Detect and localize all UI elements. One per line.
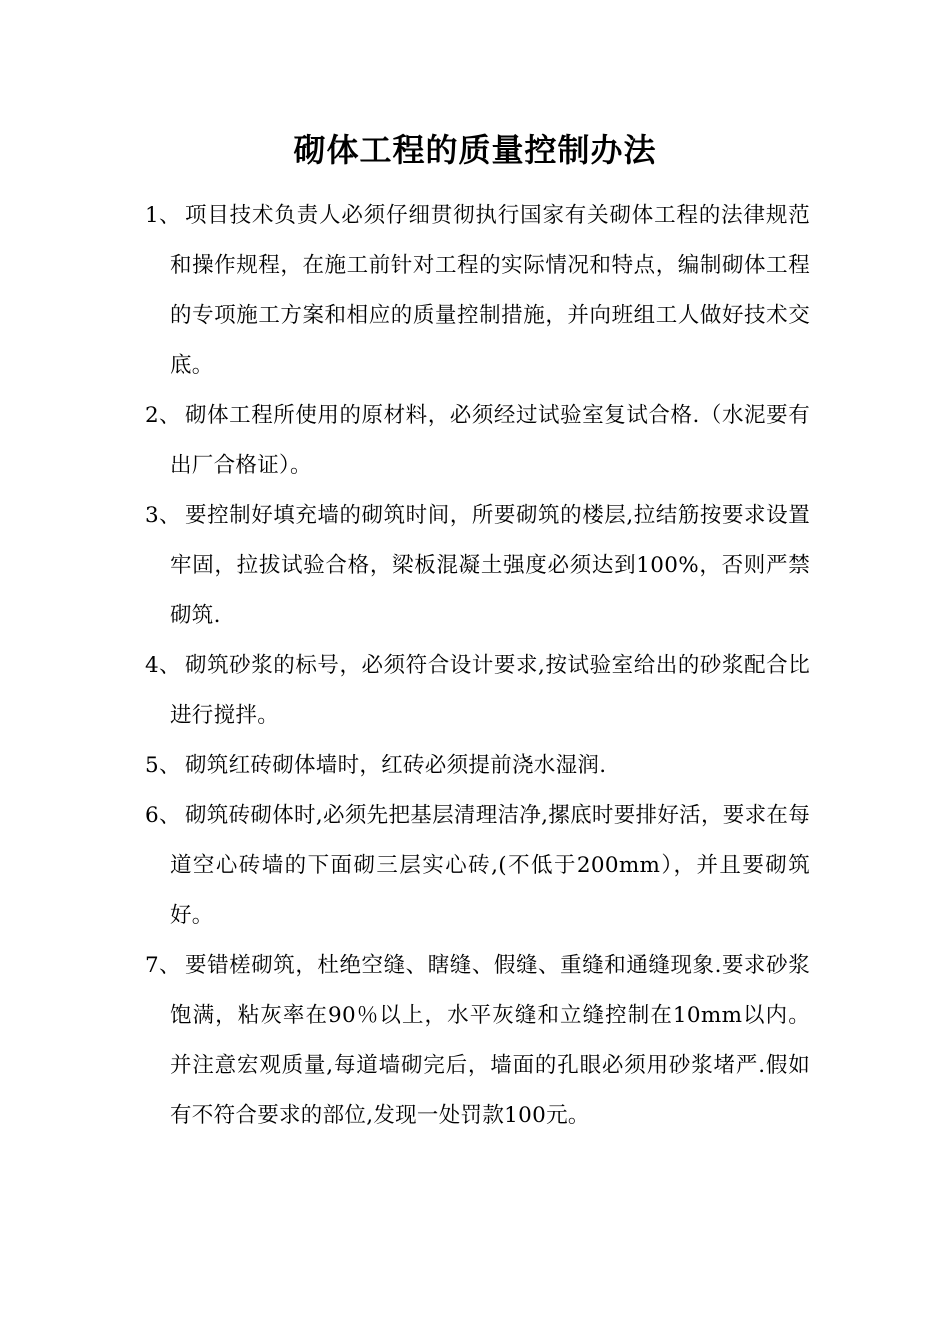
item-number: 4、: [145, 653, 181, 678]
item-number: 3、: [145, 503, 181, 528]
item-text: 要控制好填充墙的砌筑时间，所要砌筑的楼层,拉结筋按要求设置牢固，拉拔试验合格，梁板混凝土强度必须达到100%，否则严禁砌筑.: [170, 503, 810, 628]
item-text: 砌筑红砖砌体墙时，红砖必须提前浇水湿润.: [185, 753, 607, 778]
list-item: [145, 791, 810, 941]
item-text: 砌筑砖砌体时,必须先把基层清理洁净,摞底时要排好活，要求在每道空心砖墙的下面砌三层实心砖,(不低于200mm），并且要砌筑好。: [170, 803, 810, 928]
document-title: 砌体工程的质量控制办法: [293, 131, 657, 169]
list-item: [145, 191, 810, 391]
list-item: [145, 391, 810, 491]
item-text: 要错槎砌筑，杜绝空缝、瞎缝、假缝、重缝和通缝现象.要求砂浆饱满，粘灰率在90％以上，水平灰缝和立缝控制在10mm以内。并注意宏观质量,每道墙砌完后，墙面的孔眼必须用砂浆堵严.假如有不符合要求的部位,发现一处罚款100元。: [170, 953, 810, 1128]
item-number: 5、: [145, 753, 181, 778]
item-text: 砌体工程所使用的原材料，必须经过试验室复试合格.（水泥要有出厂合格证）。: [170, 403, 810, 478]
item-list: [145, 191, 810, 1141]
list-item: [145, 491, 810, 641]
list-item: [145, 741, 810, 791]
item-text: 项目技术负责人必须仔细贯彻执行国家有关砌体工程的法律规范和操作规程，在施工前针对工程的实际情况和特点，编制砌体工程的专项施工方案和相应的质量控制措施，并向班组工人做好技术交底。: [170, 203, 810, 378]
item-number: 2、: [145, 403, 181, 428]
item-number: 1、: [145, 203, 181, 228]
list-item: [145, 941, 810, 1141]
item-text: 砌筑砂浆的标号，必须符合设计要求,按试验室给出的砂浆配合比进行搅拌。: [170, 653, 810, 728]
list-item: [145, 641, 810, 741]
item-number: 6、: [145, 803, 181, 828]
item-number: 7、: [145, 953, 181, 978]
